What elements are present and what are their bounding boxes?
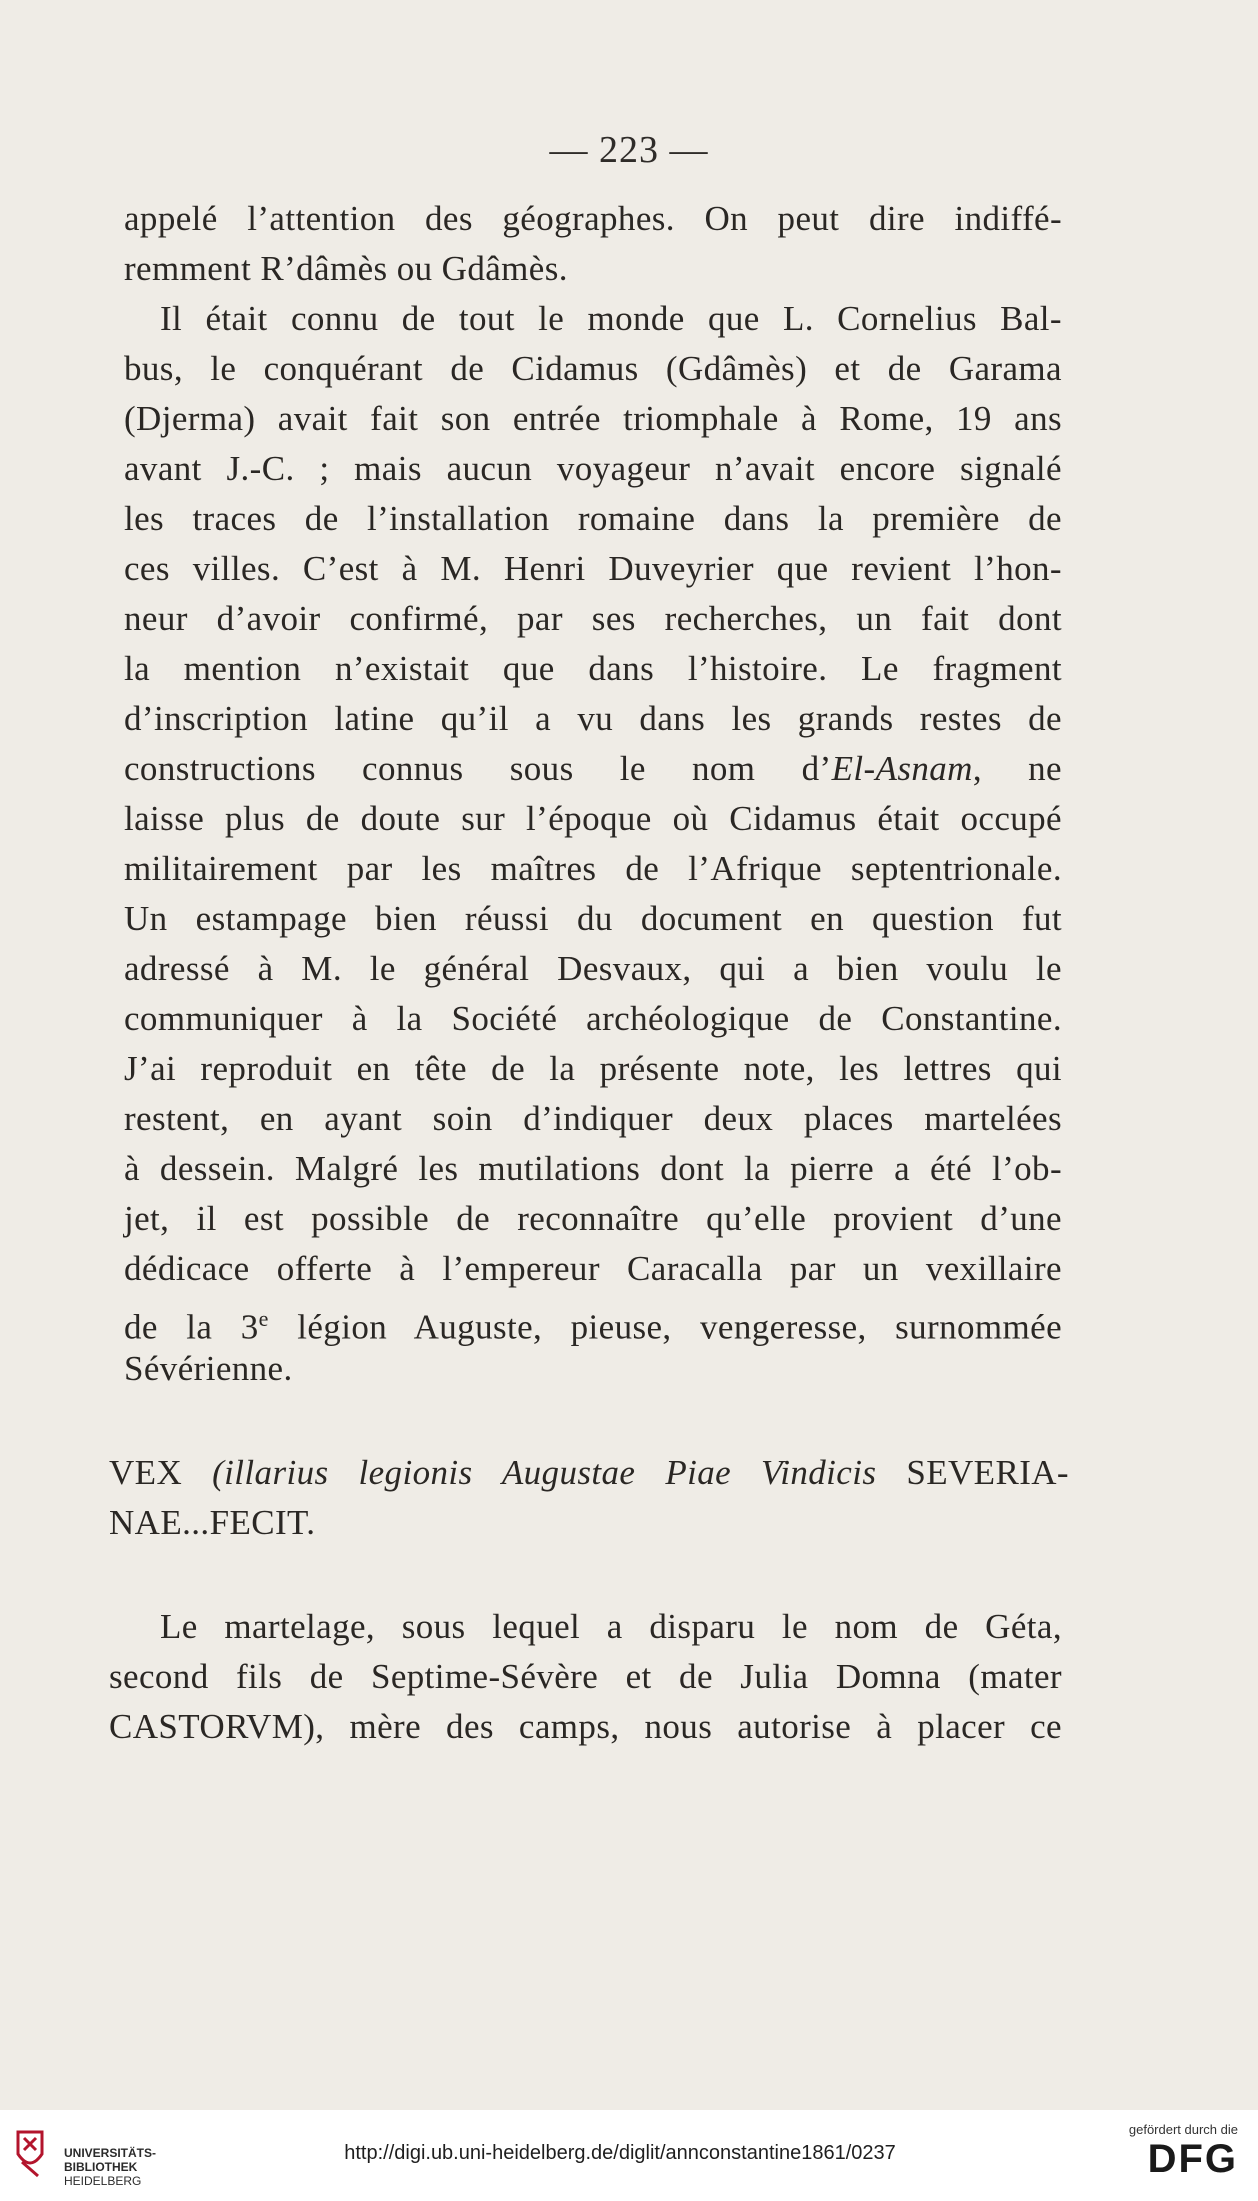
text-line: Un estampage bien réussi du document en question fut bbox=[124, 899, 1062, 938]
text-line: d’inscription latine qu’il a vu dans les grands restes de bbox=[124, 699, 1062, 738]
inscription-expansion: (illarius legionis Augustae Piae Vindicis bbox=[212, 1453, 877, 1492]
text-line: à dessein. Malgré les mutilations dont la pierre a été l’ob- bbox=[124, 1149, 1062, 1188]
text-line: appelé l’attention des géographes. On peut dire indiffé- bbox=[124, 199, 1062, 238]
inscription-line: NAE...FECIT. bbox=[109, 1503, 316, 1542]
text-line: la mention n’existait que dans l’histoire. Le fragment bbox=[124, 649, 1062, 688]
superscript: e bbox=[258, 1306, 269, 1331]
page-number: — 223 — bbox=[549, 129, 709, 171]
heidelberg-seal-icon bbox=[12, 2124, 48, 2184]
text-line: remment R’dâmès ou Gdâmès. bbox=[124, 249, 568, 288]
text-line: CASTORVM), mère des camps, nous autorise à placer ce bbox=[109, 1707, 1062, 1746]
text-line: adressé à M. le général Desvaux, qui a bien voulu le bbox=[124, 949, 1062, 988]
footer-bar bbox=[0, 2110, 1258, 2201]
text-line: avant J.-C. ; mais aucun voyageur n’avait encore signalé bbox=[124, 449, 1062, 488]
text-line: militairement par les maîtres de l’Afrique septentrionale. bbox=[124, 849, 1062, 888]
library-name bbox=[64, 2146, 156, 2188]
text-segment: légion Auguste, pieuse, vengeresse, surnommée bbox=[268, 1307, 1063, 1347]
text-line: second fils de Septime-Sévère et de Julia Domna (mater bbox=[109, 1657, 1062, 1696]
place-name-italic: El-Asnam bbox=[831, 749, 973, 788]
funded-by-label: gefördert durch die bbox=[1128, 2122, 1238, 2137]
permalink-url[interactable]: http://digi.ub.uni-heidelberg.de/diglit/annconstantine1861/0237 bbox=[344, 2142, 896, 2164]
text-line: ces villes. C’est à M. Henri Duveyrier que revient l’hon- bbox=[124, 549, 1062, 588]
text-segment: de la 3 bbox=[124, 1307, 259, 1347]
inscription-prefix: VEX bbox=[109, 1453, 183, 1492]
text-line: bus, le conquérant de Cidamus (Gdâmès) et de Garama bbox=[124, 349, 1062, 388]
text-line: dédicace offerte à l’empereur Caracalla par un vexillaire bbox=[124, 1249, 1062, 1288]
text-line: (Djerma) avait fait son entrée triomphale à Rome, 19 ans bbox=[124, 399, 1062, 438]
library-name-line: HEIDELBERG bbox=[64, 2174, 142, 2188]
text-line: J’ai reproduit en tête de la présente note, les lettres qui bbox=[124, 1049, 1062, 1088]
library-name-line: UNIVERSITÄTS- bbox=[64, 2146, 157, 2160]
text-line: laisse plus de doute sur l’époque où Cidamus était occupé bbox=[124, 799, 1062, 838]
text-line: neur d’avoir confirmé, par ses recherches, un fait dont bbox=[124, 599, 1062, 638]
university-library-logo[interactable] bbox=[12, 2124, 162, 2188]
text-line-legion bbox=[124, 1296, 1062, 1351]
inscription-line bbox=[109, 1450, 1069, 1496]
text-segment: , ne bbox=[972, 749, 1062, 788]
text-line: jet, il est possible de reconnaître qu’elle provient d’une bbox=[124, 1199, 1062, 1238]
text-line: Sévérienne. bbox=[124, 1349, 293, 1388]
text-segment: constructions connus sous le nom d’ bbox=[124, 749, 832, 788]
text-line-el-asnam bbox=[124, 746, 1062, 792]
dfg-logo[interactable]: DFG bbox=[1147, 2137, 1238, 2181]
library-name-line: BIBLIOTHEK bbox=[64, 2160, 138, 2174]
text-line: restent, en ayant soin d’indiquer deux places martelées bbox=[124, 1099, 1062, 1138]
text-line: Il était connu de tout le monde que L. Cornelius Bal- bbox=[160, 299, 1062, 338]
text-line: Le martelage, sous lequel a disparu le nom de Géta, bbox=[160, 1607, 1062, 1646]
inscription-suffix: SEVERIA- bbox=[906, 1453, 1069, 1492]
text-line: les traces de l’installation romaine dans la première de bbox=[124, 499, 1062, 538]
funder-block bbox=[1088, 2122, 1238, 2181]
text-line: communiquer à la Société archéologique de Constantine. bbox=[124, 999, 1062, 1038]
